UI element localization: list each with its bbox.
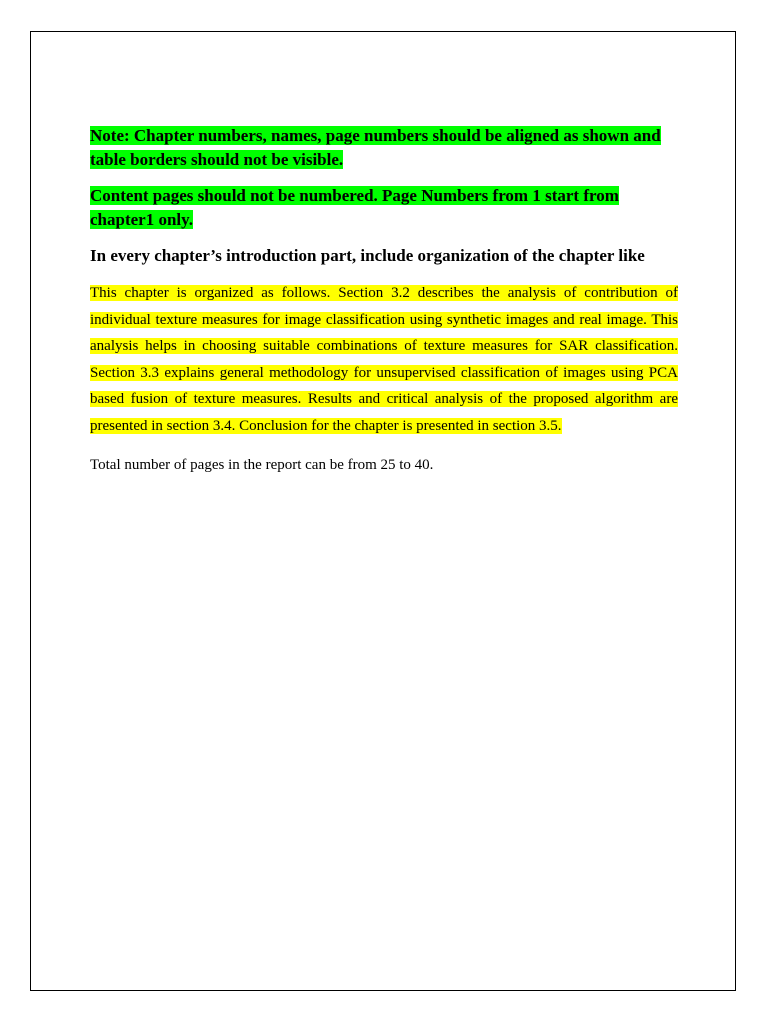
yellow-highlight-text: This chapter is organized as follows. Section 3.2 describes the analysis of contribution of individual texture measures for image classification using synthetic images and real image. This analysis helps in choosing suitable combinations of texture measures for SAR classification. Section 3.3 explains general methodology for unsupervised classification of images using PCA based fusion of texture measures. Results and critical analysis of the proposed algorithm are presented in section 3.4. Conclusion for the chapter is presented in section 3.5. [90,285,678,434]
green-highlight-text: Content pages should not be numbered. Page Numbers from 1 start from chapter1 only. [90,186,619,229]
introduction-instruction-heading: In every chapter’s introduction part, include organization of the chapter like [90,246,645,265]
example-organization-paragraph [90,280,678,439]
page-count-note: Total number of pages in the report can be from 25 to 40. [90,457,434,473]
note-chapter-alignment [90,124,678,172]
green-highlight-text: Note: Chapter numbers, names, page numbers should be aligned as shown and table borders should not be visible. [90,126,661,169]
document-body [90,124,678,475]
note-page-numbering [90,184,678,232]
